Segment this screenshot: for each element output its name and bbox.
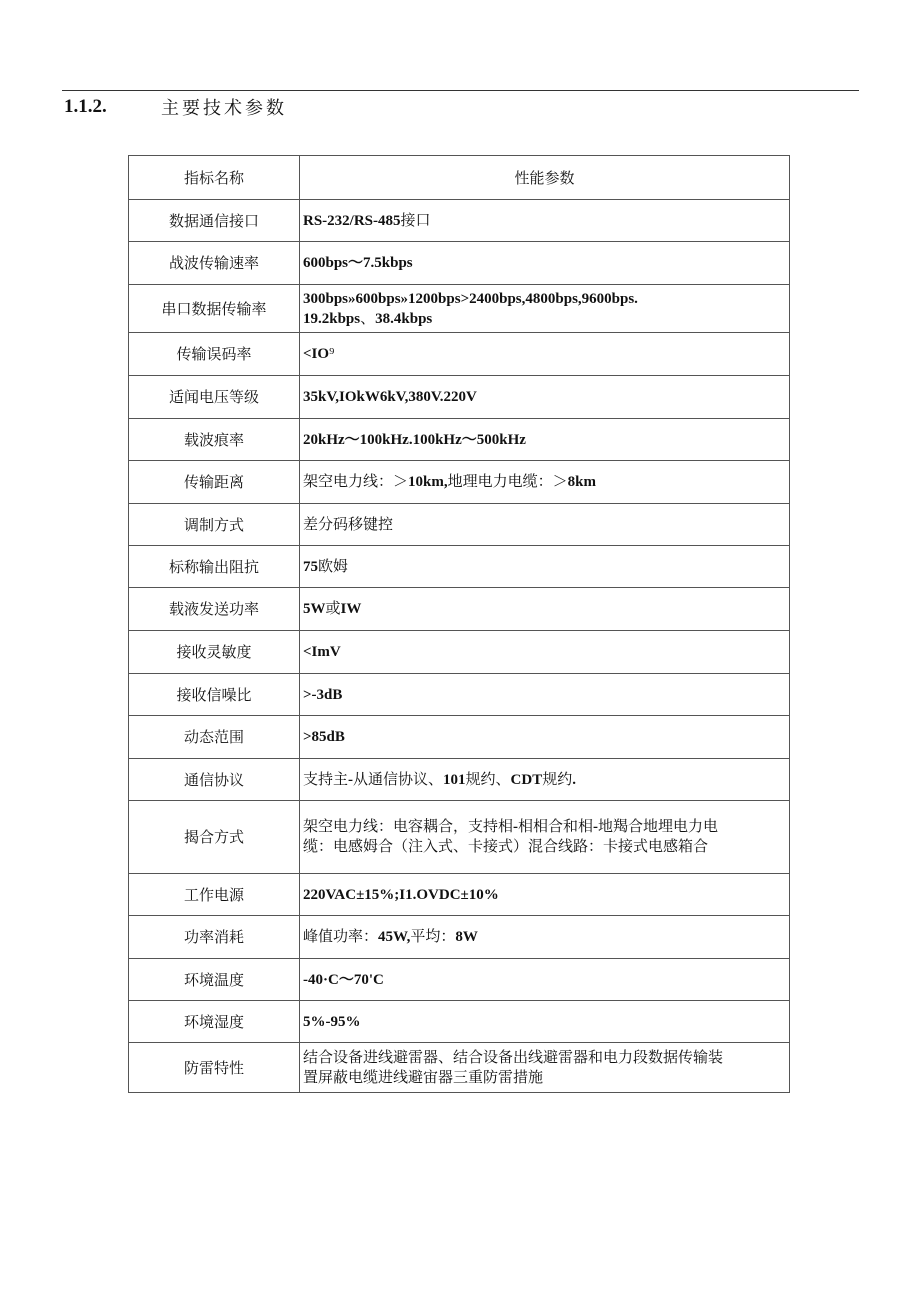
header-cell-value: 性能参数 — [300, 156, 790, 200]
table-row — [129, 1001, 790, 1043]
param-name: 接收灵敏度 — [129, 631, 300, 674]
top-rule — [62, 90, 859, 91]
table-row — [129, 916, 790, 959]
table-row — [129, 285, 790, 333]
param-value: 差分码移键控 — [300, 504, 790, 546]
section-title: 主要技术参数 — [161, 98, 287, 119]
param-name: 串口数据传输率 — [129, 285, 300, 333]
section-heading — [64, 94, 287, 120]
param-name: 载液发送功率 — [129, 588, 300, 631]
table-row — [129, 759, 790, 801]
table-row — [129, 333, 790, 376]
param-value: <IO⁹ — [300, 333, 790, 376]
table-row — [129, 504, 790, 546]
table-row — [129, 959, 790, 1001]
table-row — [129, 631, 790, 674]
header-cell-name: 指标名称 — [129, 156, 300, 200]
param-name: 动态范围 — [129, 716, 300, 759]
table-row — [129, 200, 790, 242]
param-value: 5%-95% — [300, 1001, 790, 1043]
param-value: >85dB — [300, 716, 790, 759]
param-name: 载波痕率 — [129, 419, 300, 461]
table-row — [129, 716, 790, 759]
param-name: 揭合方式 — [129, 801, 300, 874]
param-value: 峰值功率：45W,平均：8W — [300, 916, 790, 959]
param-value: 300bps»600bps»1200bps>2400bps,4800bps,9600bps. 19.2kbps、38.4kbps — [300, 285, 790, 333]
param-value: 支持主-从通信协议、101规约、CDT规约. — [300, 759, 790, 801]
param-name: 适闻电压等级 — [129, 376, 300, 419]
param-name: 通信协议 — [129, 759, 300, 801]
table-row — [129, 674, 790, 716]
param-name: 环境温度 — [129, 959, 300, 1001]
table-row — [129, 546, 790, 588]
param-name: 防雷特性 — [129, 1043, 300, 1093]
section-number: 1.1.2. — [64, 96, 107, 117]
param-name: 环境湿度 — [129, 1001, 300, 1043]
table-row — [129, 376, 790, 419]
param-value: 5W或IW — [300, 588, 790, 631]
param-value: 220VAC±15%;I1.OVDC±10% — [300, 874, 790, 916]
param-value: <ImV — [300, 631, 790, 674]
table-row — [129, 419, 790, 461]
param-value: 结合设备进线避雷器、结合设备出线避雷器和电力段数据传输装 置屏蔽电缆进线避宙器三重防雷措施 — [300, 1043, 790, 1093]
param-name: 接收信噪比 — [129, 674, 300, 716]
param-value: 架空电力线：＞10km,地理电力电缆：＞8km — [300, 461, 790, 504]
param-value: RS-232/RS-485接口 — [300, 200, 790, 242]
table-row — [129, 588, 790, 631]
param-name: 传输距离 — [129, 461, 300, 504]
param-name: 功率消耗 — [129, 916, 300, 959]
table-row — [129, 874, 790, 916]
param-value: -40·C～70'C — [300, 959, 790, 1001]
param-value: 35kV,IOkW6kV,380V.220V — [300, 376, 790, 419]
param-value: >-3dB — [300, 674, 790, 716]
table-row — [129, 461, 790, 504]
param-value: 20kHz～100kHz.100kHz～500kHz — [300, 419, 790, 461]
spec-table — [128, 155, 790, 1093]
param-name: 战波传输速率 — [129, 242, 300, 285]
param-name: 数据通信接口 — [129, 200, 300, 242]
table-header-row — [129, 156, 790, 200]
param-value: 75欧姆 — [300, 546, 790, 588]
param-name: 工作电源 — [129, 874, 300, 916]
param-name: 调制方式 — [129, 504, 300, 546]
param-name: 传输误码率 — [129, 333, 300, 376]
table-row — [129, 801, 790, 874]
table-row — [129, 1043, 790, 1093]
param-value: 600bps～7.5kbps — [300, 242, 790, 285]
param-value: 架空电力线：电容耦合，支持相-相相合和相-地羯合地埋电力电 缆：电感姆合（注入式、卡接式）混合线路：卡接式电感箱合 — [300, 801, 790, 874]
param-name: 标称输出阻抗 — [129, 546, 300, 588]
table-row — [129, 242, 790, 285]
